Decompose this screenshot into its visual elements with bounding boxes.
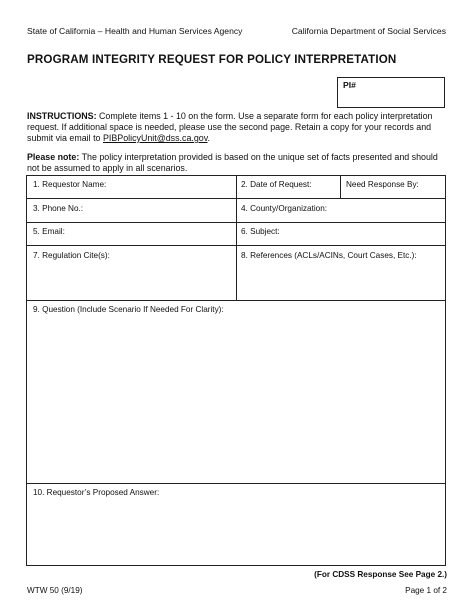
department-name: California Department of Social Services (291, 26, 446, 36)
column-divider (236, 176, 237, 300)
request-form-table (26, 175, 446, 566)
form-number: WTW 50 (9/19) (27, 586, 83, 595)
question-field[interactable]: 9. Question (Include Scenario If Needed For Clarity): (33, 305, 224, 314)
cdss-response-note: (For CDSS Response See Page 2.) (314, 570, 447, 579)
note-paragraph (27, 152, 445, 174)
county-organization-field[interactable]: 4. County/Organization: (241, 204, 328, 213)
need-response-by-field[interactable]: Need Response By: (346, 180, 419, 189)
requestor-name-field[interactable]: 1. Requestor Name: (33, 180, 107, 189)
column-divider (340, 176, 341, 198)
instructions-label: INSTRUCTIONS: (27, 111, 97, 121)
instructions-paragraph (27, 111, 445, 144)
instructions-suffix: . (207, 133, 210, 143)
instructions-text: Complete items 1 - 10 on the form. Use a separate form for each policy interpretation request. If additional space is needed, please use the second page. Retain a copy for your records and submit via email to (27, 111, 433, 143)
agency-name: State of California – Health and Human Services Agency (27, 26, 243, 36)
date-of-request-field[interactable]: 2. Date of Request: (241, 180, 312, 189)
form-title: PROGRAM INTEGRITY REQUEST FOR POLICY INTERPRETATION (27, 53, 397, 66)
note-label: Please note: (27, 152, 80, 162)
submission-email-link[interactable]: PIBPolicyUnit@dss.ca.gov (102, 133, 208, 143)
pi-number-label: PI# (343, 80, 356, 90)
note-text: The policy interpretation provided is based on the unique set of facts presented and should not be assumed to apply in all scenarios. (27, 152, 438, 173)
phone-field[interactable]: 3. Phone No.: (33, 204, 84, 213)
proposed-answer-field[interactable]: 10. Requestor’s Proposed Answer: (33, 488, 160, 497)
regulation-cites-field[interactable]: 7. Regulation Cite(s): (33, 251, 110, 260)
email-field[interactable]: 5. Email: (33, 227, 65, 236)
subject-field[interactable]: 6. Subject: (241, 227, 280, 236)
references-field[interactable]: 8. References (ACLs/ACINs, Court Cases, Etc.): (241, 251, 417, 260)
row-divider (27, 300, 445, 301)
page-number: Page 1 of 2 (405, 586, 447, 595)
pi-number-field[interactable] (337, 77, 445, 108)
row-divider (27, 483, 445, 484)
